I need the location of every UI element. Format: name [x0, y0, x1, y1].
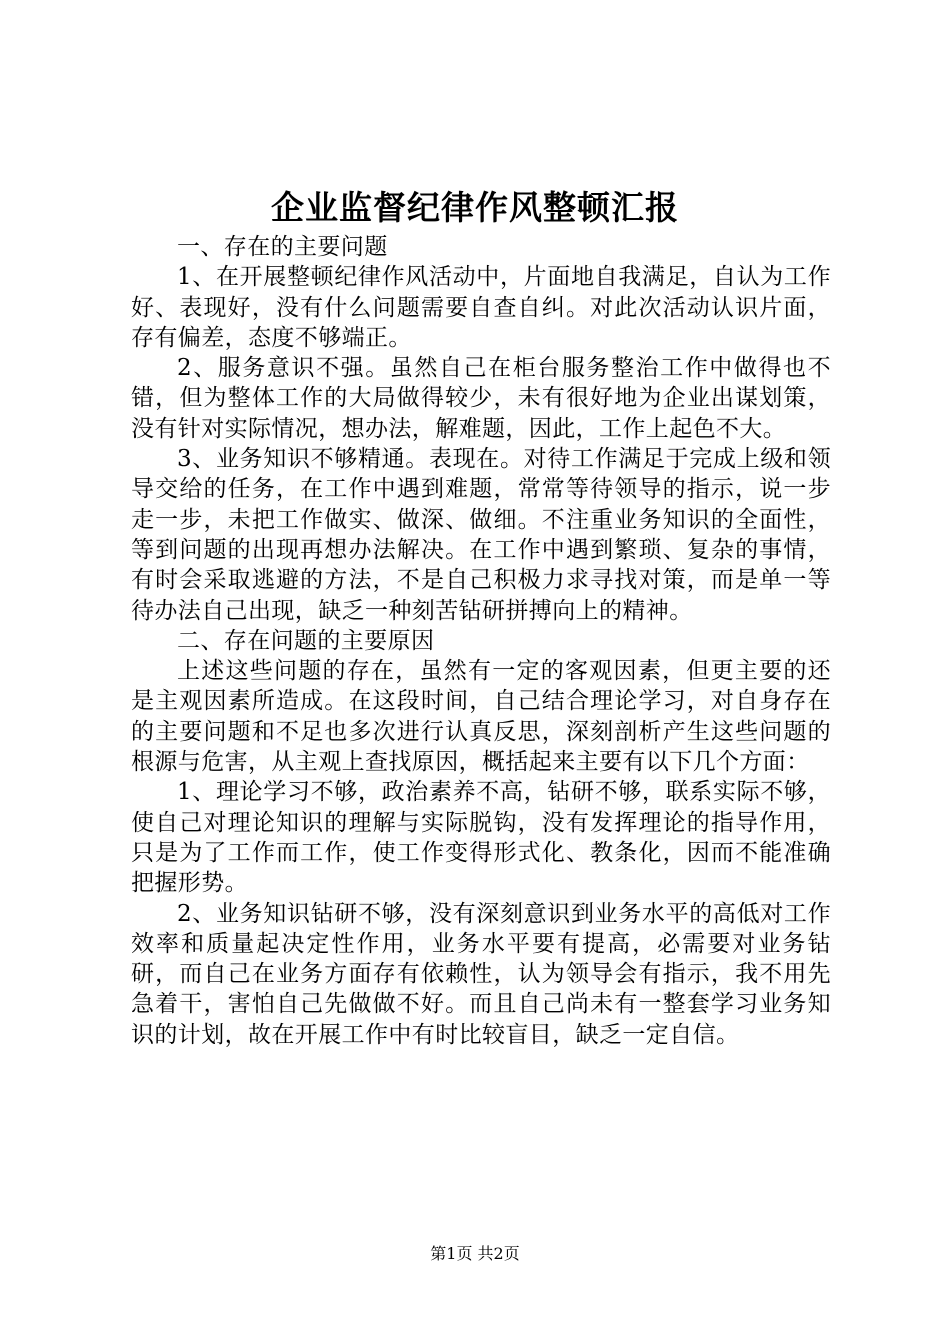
section-heading-2: 二、存在问题的主要原因 [177, 627, 435, 654]
paragraph-1: 1、在开展整顿纪律作风活动中，片面地自我满足，自认为工作好、表现好，没有什么问题需要自查自纠。对此次活动认识片面，存有偏差，态度不够端正。 [131, 264, 831, 351]
paragraph-3: 3、业务知识不够精通。表现在。对待工作满足于完成上级和领导交给的任务，在工作中遇到难题，常常等待领导的指示，说一步走一步，未把工作做实、做深、做细。不注重业务知识的全面性，等到问题的出现再想办法解决。在工作中遇到繁琐、复杂的事情，有时会采取逃避的方法，不是自己积极力求寻找对策，而是单一等待办法自己出现，缺乏一种刻苦钻研拼搏向上的精神。 [131, 446, 831, 624]
document-body [131, 232, 831, 1050]
page-number-footer: 第1页 共2页 [430, 1244, 520, 1263]
document-title: 企业监督纪律作风整顿汇报 [271, 188, 679, 227]
paragraph-6: 2、业务知识钻研不够，没有深刻意识到业务水平的高低对工作效率和质量起决定性作用，业务水平要有提高，必需要对业务钻研，而自己在业务方面存有依赖性，认为领导会有指示，我不用先急着干，害怕自己先做做不好。而且自己尚未有一整套学习业务知识的计划，故在开展工作中有时比较盲目，缺乏一定自信。 [131, 900, 831, 1048]
paragraph-4: 上述这些问题的存在，虽然有一定的客观因素，但更主要的还是主观因素所造成。在这段时间，自己结合理论学习，对自身存在的主要问题和不足也多次进行认真反思，深刻剖析产生这些问题的根源与危害，从主观上查找原因，概括起来主要有以下几个方面： [131, 658, 831, 776]
paragraph-2: 2、服务意识不强。虽然自己在柜台服务整治工作中做得也不错，但为整体工作的大局做得较少，未有很好地为企业出谋划策，没有针对实际情况，想办法，解难题，因此，工作上起色不大。 [131, 355, 831, 442]
section-heading-1: 一、存在的主要问题 [177, 234, 388, 260]
paragraph-5: 1、理论学习不够，政治素养不高，钻研不够，联系实际不够，使自己对理论知识的理解与实际脱钩，没有发挥理论的指导作用，只是为了工作而工作，使工作变得形式化、教条化，因而不能准确把握形势。 [131, 779, 831, 897]
